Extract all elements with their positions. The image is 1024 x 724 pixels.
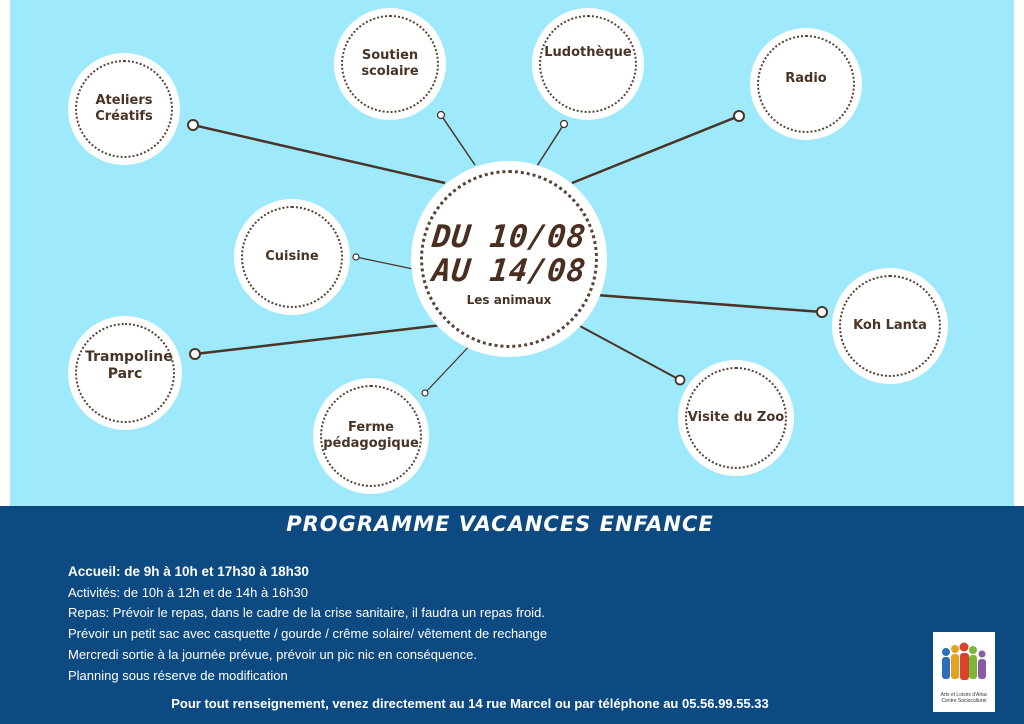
date-start: DU 10/08 — [430, 219, 588, 255]
connector-end-ludotheque — [561, 121, 568, 128]
node-trampoline-parc — [68, 316, 182, 430]
info-sac: Prévoir un petit sac avec casquette / gourde / crême solaire/ vêtement de rechange — [68, 626, 548, 641]
logo — [933, 632, 995, 712]
connector-end-zoo — [676, 376, 685, 385]
info-mercredi: Mercredi sortie à la journée prévue, prévoir un pic nic en conséquence. — [68, 647, 478, 662]
info-activites: Activités: de 10h à 12h et de 14h à 16h30 — [68, 585, 308, 600]
node-label: Trampoline Parc — [85, 349, 173, 382]
connector-koh-lanta — [596, 295, 822, 312]
node-label: Visite du Zoo — [687, 410, 785, 425]
connector-cuisine — [356, 257, 413, 269]
node-label: Radio — [785, 71, 827, 86]
connector-end-trampoline — [190, 349, 200, 359]
date-end: AU 14/08 — [430, 253, 588, 289]
node-radio — [750, 28, 862, 140]
node-cuisine — [234, 199, 350, 315]
program-title: PROGRAMME VACANCES ENFANCE — [286, 512, 714, 536]
node-label: Soutien scolaire — [361, 48, 419, 79]
connector-end-ferme — [422, 390, 428, 396]
node-koh-lanta — [832, 268, 948, 384]
connector-trampoline — [195, 325, 442, 354]
connector-ateliers — [193, 125, 445, 183]
node-ludotheque — [532, 8, 644, 120]
logo-text-line1: Arts et Loisirs d'Arlac — [940, 692, 988, 698]
info-planning: Planning sous réserve de modification — [68, 668, 288, 683]
node-label: Cuisine — [265, 249, 319, 264]
contact-line: Pour tout renseignement, venez directement au 14 rue Marcel ou par téléphone au 05.56.99.55.33 — [171, 696, 769, 711]
node-ferme-pedagogique — [313, 378, 429, 494]
logo-figures-icon — [933, 634, 995, 692]
node-visite-du-zoo — [678, 360, 794, 476]
connector-end-ateliers — [188, 120, 198, 130]
connector-end-cuisine — [353, 254, 359, 260]
connector-end-koh-lanta — [817, 307, 827, 317]
logo-text-line2: Centre Socioculturel — [941, 698, 987, 704]
connector-soutien — [441, 115, 475, 165]
node-label: Ferme pédagogique — [323, 420, 419, 451]
info-repas: Repas: Prévoir le repas, dans le cadre de la crise sanitaire, il faudra un repas froid. — [68, 605, 545, 620]
info-accueil: Accueil: de 9h à 10h et 17h30 à 18h30 — [68, 564, 309, 579]
connector-radio — [572, 116, 739, 183]
node-soutien-scolaire — [334, 8, 446, 120]
connector-end-soutien — [438, 112, 445, 119]
center-node — [411, 161, 607, 357]
logo-text — [933, 692, 995, 704]
node-label: Ateliers Créatifs — [95, 93, 153, 124]
node-label: Ludothèque — [544, 45, 632, 60]
connector-end-radio — [734, 111, 744, 121]
theme-label: Les animaux — [466, 293, 552, 307]
node-label: Koh Lanta — [853, 318, 927, 333]
connector-zoo — [578, 325, 680, 380]
node-ateliers-creatifs — [68, 53, 180, 165]
connector-ludotheque — [537, 124, 564, 166]
